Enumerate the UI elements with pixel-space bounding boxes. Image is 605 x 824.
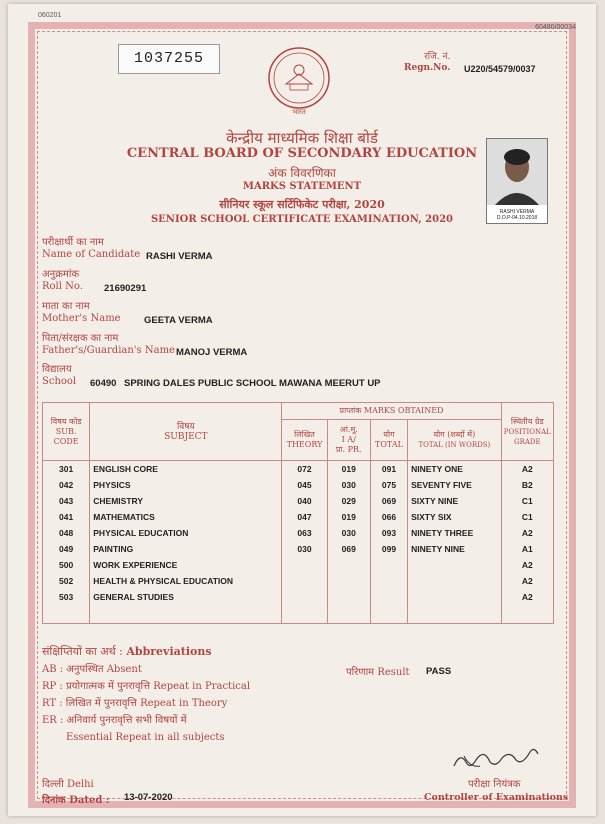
father-name: MANOJ VERMA	[176, 347, 248, 358]
total-marks	[370, 573, 407, 589]
total-in-words: SIXTY SIX	[408, 509, 502, 525]
theory-marks: 045	[282, 477, 327, 493]
controller-title: Controller of Examinations	[424, 792, 569, 803]
father-label: Father's/Guardian's Name	[42, 345, 175, 356]
serial-number: 1037255	[118, 44, 220, 74]
total-in-words: NINETY THREE	[408, 525, 502, 541]
table-filler-row	[43, 605, 554, 624]
registration-label-english: Regn.No.	[404, 63, 451, 73]
ia-practical-marks: 029	[327, 493, 370, 509]
roll-label-hindi: अनुक्रमांक	[42, 269, 80, 280]
total-marks: 066	[370, 509, 407, 525]
total-in-words	[408, 573, 502, 589]
candidate-name: RASHI VERMA	[146, 251, 213, 262]
theory-marks	[282, 557, 327, 573]
abbreviations-heading: संक्षिप्तियों का अर्थ : Abbreviations	[42, 645, 212, 658]
document-title: MARKS STATEMENT	[242, 181, 362, 192]
total-in-words	[408, 589, 502, 605]
header-ia-practical: आं.मू. I A/ प्रा. PR.	[327, 420, 370, 461]
registration-number: U220/54579/0037	[464, 64, 536, 74]
header-grade: स्थितीय ग्रेड POSITIONAL GRADE	[501, 403, 553, 461]
school-label: School	[42, 376, 77, 387]
name-label-hindi: परीक्षार्थी का नाम	[42, 237, 104, 248]
theory-marks	[282, 573, 327, 589]
registration-label-hindi: रजि. नं.	[424, 52, 451, 62]
emblem-caption: भारत	[292, 108, 306, 116]
photo-dob: D.O.P-04.10.2018	[496, 215, 538, 221]
subject-code: 502	[43, 573, 90, 589]
ia-practical-marks: 019	[327, 461, 370, 478]
positional-grade: A2	[501, 573, 553, 589]
place: दिल्ली Delhi	[42, 779, 94, 790]
table-row	[43, 493, 554, 509]
subject-code: 041	[43, 509, 90, 525]
subject-name: MATHEMATICS	[90, 509, 282, 525]
result-value: PASS	[426, 666, 452, 677]
table-row	[43, 573, 554, 589]
positional-grade: A1	[501, 541, 553, 557]
theory-marks	[282, 589, 327, 605]
serial-code-right: 60480/00034	[535, 24, 576, 31]
school-code: 60490	[90, 378, 117, 389]
subject-code: 049	[43, 541, 90, 557]
subject-code: 048	[43, 525, 90, 541]
name-label: Name of Candidate	[42, 249, 141, 260]
abbr-repeat-theory: RT : लिखित में पुनरावृत्ति Repeat in Theory	[42, 698, 228, 709]
ia-practical-marks	[327, 589, 370, 605]
subject-code: 042	[43, 477, 90, 493]
ia-practical-marks: 030	[327, 525, 370, 541]
abbr-essential-repeat: ER : अनिवार्य पुनरावृत्ति सभी विषयों में	[42, 715, 187, 726]
header-theory: लिखित THEORY	[282, 420, 327, 461]
subject-name: PHYSICS	[90, 477, 282, 493]
controller-hindi: परीक्षा नियंत्रक	[468, 779, 521, 790]
subject-name: PHYSICAL EDUCATION	[90, 525, 282, 541]
total-in-words: NINETY ONE	[408, 461, 502, 478]
header-marks-obtained: प्राप्तांक MARKS OBTAINED	[282, 403, 501, 420]
theory-marks: 063	[282, 525, 327, 541]
subject-name: CHEMISTRY	[90, 493, 282, 509]
total-marks: 069	[370, 493, 407, 509]
positional-grade: A2	[501, 461, 553, 478]
abbr-repeat-practical: RP : प्रयोगात्मक में पुनरावृत्ति Repeat in Practical	[42, 681, 251, 692]
serial-code-left: 060201	[38, 12, 62, 19]
table-row	[43, 589, 554, 605]
abbr-essential-repeat-english: Essential Repeat in all subjects	[66, 732, 225, 743]
mother-name: GEETA VERMA	[144, 315, 213, 326]
marks-statement	[8, 4, 596, 816]
candidate-photo	[486, 138, 548, 224]
result-label: परिणाम Result	[346, 667, 410, 678]
ia-practical-marks	[327, 573, 370, 589]
marks-table	[42, 402, 554, 624]
photo-name: RASHI VERMA	[499, 209, 535, 215]
subject-code: 301	[43, 461, 90, 478]
theory-marks: 072	[282, 461, 327, 478]
table-row	[43, 557, 554, 573]
ia-practical-marks: 030	[327, 477, 370, 493]
header-total: योग TOTAL	[370, 420, 407, 461]
issue-date: 13-07-2020	[124, 792, 173, 803]
abbr-absent: AB : अनुपस्थित Absent	[42, 664, 142, 675]
theory-marks: 040	[282, 493, 327, 509]
ia-practical-marks: 069	[327, 541, 370, 557]
total-marks: 093	[370, 525, 407, 541]
ia-practical-marks	[327, 557, 370, 573]
candidate-portrait-icon	[487, 139, 547, 205]
header-subject: विषय SUBJECT	[90, 403, 282, 461]
subject-code: 500	[43, 557, 90, 573]
header-total-words: योग (शब्दों में) TOTAL (IN WORDS)	[408, 420, 502, 461]
father-label-hindi: पिता/संरक्षक का नाम	[42, 333, 119, 344]
subject-name: HEALTH & PHYSICAL EDUCATION	[90, 573, 282, 589]
date-label: दिनांक Dated :	[42, 795, 110, 806]
subject-code: 043	[43, 493, 90, 509]
positional-grade: C1	[501, 493, 553, 509]
table-row	[43, 477, 554, 493]
total-in-words	[408, 557, 502, 573]
total-marks: 099	[370, 541, 407, 557]
exam-name-hindi: सीनियर स्कूल सर्टिफिकेट परीक्षा, 2020	[219, 198, 385, 211]
roll-label: Roll No.	[42, 281, 83, 292]
ia-practical-marks: 019	[327, 509, 370, 525]
mother-label-hindi: माता का नाम	[42, 301, 90, 312]
positional-grade: A2	[501, 589, 553, 605]
board-name-hindi: केन्द्रीय माध्यमिक शिक्षा बोर्ड	[226, 129, 378, 147]
positional-grade: B2	[501, 477, 553, 493]
header-sub-code: विषय कोड SUB. CODE	[43, 403, 90, 461]
theory-marks: 030	[282, 541, 327, 557]
positional-grade: C1	[501, 509, 553, 525]
table-row	[43, 461, 554, 478]
document-title-hindi: अंक विवरणिका	[268, 166, 336, 180]
subject-code: 503	[43, 589, 90, 605]
subject-name: PAINTING	[90, 541, 282, 557]
total-in-words: SEVENTY FIVE	[408, 477, 502, 493]
total-in-words: NINETY NINE	[408, 541, 502, 557]
registration-label	[404, 52, 450, 74]
roll-number: 21690291	[104, 283, 147, 294]
total-marks	[370, 557, 407, 573]
positional-grade: A2	[501, 525, 553, 541]
table-row	[43, 509, 554, 525]
exam-name: SENIOR SCHOOL CERTIFICATE EXAMINATION, 2020	[150, 214, 454, 225]
cbse-emblem-icon	[262, 44, 336, 118]
theory-marks: 047	[282, 509, 327, 525]
board-name: CENTRAL BOARD OF SECONDARY EDUCATION	[126, 146, 478, 161]
table-row	[43, 525, 554, 541]
subject-name: WORK EXPERIENCE	[90, 557, 282, 573]
positional-grade: A2	[501, 557, 553, 573]
subject-name: GENERAL STUDIES	[90, 589, 282, 605]
school-label-hindi: विद्यालय	[42, 364, 72, 375]
total-marks: 091	[370, 461, 407, 478]
table-row	[43, 541, 554, 557]
controller-signature-icon	[450, 742, 542, 774]
total-in-words: SIXTY NINE	[408, 493, 502, 509]
subject-name: ENGLISH CORE	[90, 461, 282, 478]
school-name: SPRING DALES PUBLIC SCHOOL MAWANA MEERUT UP	[124, 378, 381, 389]
mother-label: Mother's Name	[42, 313, 121, 324]
total-marks: 075	[370, 477, 407, 493]
total-marks	[370, 589, 407, 605]
